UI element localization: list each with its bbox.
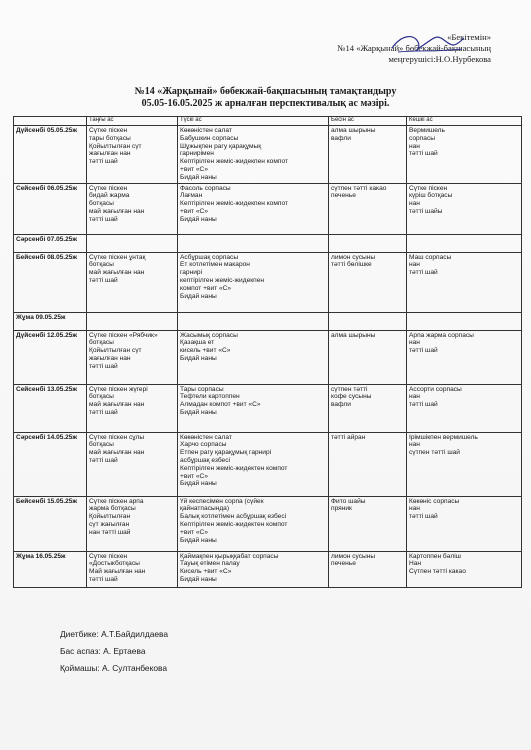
snack-item: вафли (331, 401, 351, 409)
day-cell: Жұма 16.05.25ж (14, 551, 87, 587)
breakfast-item: тәтті шай (89, 158, 118, 166)
dinner-item: сорпасы (409, 134, 435, 142)
lunch-item: Тефтели картоппен (180, 393, 240, 401)
lunch-item: Көкөністен салат (180, 127, 232, 134)
dinner-item: Ірімшікпен вермишель (409, 433, 478, 441)
table-row (14, 384, 522, 432)
lunch-cell (178, 252, 329, 312)
lunch-item: Бидай наны (180, 575, 217, 583)
table-row (14, 551, 522, 587)
lunch-item: Бидай наны (180, 480, 217, 488)
breakfast-cell (87, 432, 178, 496)
lunch-item: Қаймақпен қырыққабат сорпасы (180, 552, 279, 560)
breakfast-cell (87, 234, 178, 252)
lunch-item: кисель +вит «С» (180, 347, 231, 355)
snack-cell (329, 384, 407, 432)
snack-cell (329, 252, 407, 312)
lunch-item: Үй кеспесімен сорпа (сүйек (180, 497, 264, 505)
lunch-item: Кептірілген жеміс-жидектен компот (180, 520, 288, 528)
lunch-cell (178, 551, 329, 587)
snack-item: сүтпен тәтті (331, 385, 368, 393)
day-cell: Дүйсенбі 12.05.25ж (14, 330, 87, 384)
lunch-cell (178, 234, 329, 252)
breakfast-item: ботқасы (89, 200, 114, 208)
dinner-item: Көкөніс сорпасы (409, 497, 460, 505)
breakfast-item: тары ботқасы (89, 134, 131, 142)
snack-cell (329, 126, 407, 184)
lunch-item: кептірілген жеміс-жидекпен (180, 276, 265, 284)
dinner-cell (407, 330, 522, 384)
footer-storekeeper: Қоймашы: А. Султанбекова (60, 663, 168, 673)
dinner-item: Вермишель (409, 127, 445, 134)
lunch-item: компот +вит «С» (180, 284, 232, 292)
lunch-item: Бабушкин сорпасы (180, 134, 239, 142)
lunch-item: Кептірілген жеміс-жидекпен компот (180, 158, 288, 166)
approval-line-1: №14 «Жарқынай» бөбекжай-бақшасының (337, 43, 491, 53)
header-dinner: Кешкі ас (407, 117, 522, 126)
breakfast-item: тәтті шай (89, 408, 118, 416)
breakfast-item: Қойылтылған сүт (89, 142, 142, 150)
lunch-item: Балық котлетімен асбұршақ езбесі (180, 513, 287, 521)
snack-item: печенье (331, 192, 356, 200)
lunch-item: асбұршақ езбесі (180, 456, 230, 464)
dinner-item: сүтпен тәтті шай (409, 449, 460, 457)
dinner-item: Картоппен бәліш (409, 552, 461, 560)
dinner-cell (407, 183, 522, 234)
day-cell: Бейсенбі 08.05.25ж (14, 252, 87, 312)
breakfast-item: жағылған нан (89, 150, 131, 158)
snack-item: тәтті бөлішке (331, 261, 372, 269)
breakfast-cell (87, 126, 178, 184)
footer-dietitian: Диетбике: А.Т.Байдилдаева (60, 629, 169, 639)
dinner-item: Сүтке піскен (409, 184, 448, 192)
breakfast-item: жарма ботқасы (89, 505, 136, 513)
breakfast-item: ботқасы (89, 339, 114, 347)
lunch-item: Кептірілген жеміс-жидектен компот (180, 464, 288, 472)
snack-item: тәтті айран (331, 433, 366, 441)
dinner-item: нан (409, 261, 420, 269)
dinner-item: Арпа жарма сорпасы (409, 331, 474, 339)
table-row (14, 183, 522, 234)
dinner-item: тәтті шай (409, 347, 438, 355)
dinner-item: нан (409, 441, 420, 449)
breakfast-item: май жағылған нан (89, 269, 145, 277)
breakfast-item: Май жағылған нан (89, 568, 146, 576)
breakfast-item: тәтті шай (89, 575, 118, 583)
lunch-item: Бидай наны (180, 408, 217, 416)
breakfast-item: Сүтке піскен сұлы (89, 433, 145, 441)
dinner-item: Нан (409, 560, 422, 568)
breakfast-item: Сүтке піскен (89, 127, 128, 134)
table-row (14, 496, 522, 551)
approval-title: «Бекітемін» (447, 32, 491, 42)
table-row (14, 330, 522, 384)
lunch-item: гарнирі (180, 269, 203, 277)
menu-table-header (14, 117, 522, 126)
lunch-item: Асбұршақ сорпасы (180, 253, 239, 261)
day-cell: Жұма 09.05.25ж (14, 312, 87, 330)
snack-cell (329, 551, 407, 587)
lunch-item: Шұжықпен рагу қарақұмық (180, 142, 262, 150)
breakfast-item: Сүтке піскен (89, 184, 128, 192)
dinner-cell (407, 551, 522, 587)
dinner-cell (407, 126, 522, 184)
breakfast-item: тәтті шай (89, 456, 118, 464)
dinner-item: күріш ботқасы (409, 192, 453, 200)
lunch-item: Көкөністен салат (180, 433, 232, 441)
breakfast-item: Сүтке піскен «Рябчик» (89, 331, 158, 339)
snack-item: сүтпен тәтті какао (331, 184, 387, 192)
dinner-cell (407, 432, 522, 496)
snack-item: алма шырыны (331, 331, 376, 339)
dinner-item: нан (409, 393, 420, 401)
lunch-item: Лағман (180, 192, 203, 200)
breakfast-item: май жағылған нан (89, 449, 145, 457)
lunch-item: Харчо сорпасы (180, 441, 227, 449)
lunch-item: Етпен рагу қарақұмық гарнирі (180, 449, 272, 457)
lunch-item: Алмадан компот +вит «С» (180, 401, 261, 409)
lunch-item: Кисель +вит «С» (180, 568, 232, 576)
breakfast-item: Сүтке піскен арпа (89, 497, 144, 505)
lunch-cell (178, 126, 329, 184)
dinner-item: тәтті шай (409, 150, 438, 158)
lunch-item: Бидай наны (180, 292, 217, 300)
lunch-cell (178, 384, 329, 432)
snack-item: вафли (331, 134, 351, 142)
lunch-item: Кептірілген жеміс-жидекпен компот (180, 200, 288, 208)
day-cell: Сейсенбі 13.05.25ж (14, 384, 87, 432)
snack-item: алма шырыны (331, 127, 376, 134)
lunch-item: Ет котлетімен макарон (180, 261, 250, 269)
header-lunch: Түскі ас (178, 117, 329, 126)
footer-head-cook: Бас аспаз: А. Ертаева (60, 646, 146, 656)
table-row (14, 234, 522, 252)
breakfast-cell (87, 496, 178, 551)
dinner-item: тәтті шай (409, 401, 438, 409)
breakfast-cell (87, 312, 178, 330)
dinner-cell (407, 384, 522, 432)
header-snack: Бесін ас (329, 117, 407, 126)
breakfast-item: бидай жарма (89, 192, 130, 200)
lunch-item: Қазақша ет (180, 339, 215, 347)
lunch-cell (178, 496, 329, 551)
lunch-item: +вит «С» (180, 207, 208, 215)
header-breakfast: Таңғы ас (87, 117, 178, 126)
day-cell: Дүйсенбі 05.05.25ж (14, 126, 87, 184)
breakfast-cell (87, 330, 178, 384)
lunch-item: Жасымық сорпасы (180, 331, 238, 339)
dinner-cell (407, 312, 522, 330)
lunch-item: +вит «С» (180, 472, 208, 480)
dinner-item: нан (409, 200, 420, 208)
snack-cell (329, 496, 407, 551)
breakfast-item: сүт жағылған (89, 520, 130, 528)
dinner-cell (407, 252, 522, 312)
snack-item: лимон сусыны (331, 253, 376, 261)
signature-icon (388, 30, 468, 56)
dinner-item: нан (409, 339, 420, 347)
breakfast-item: Қойылтылған сүт (89, 347, 142, 355)
dinner-item: тәтті шайы (409, 207, 443, 215)
dinner-item: Маш сорпасы (409, 253, 452, 261)
lunch-item: Бидай наны (180, 354, 217, 362)
lunch-item: Фасоль сорпасы (180, 184, 231, 192)
breakfast-item: жағылған нан (89, 354, 131, 362)
breakfast-item: Сүтке піскен жүгері (89, 385, 148, 393)
menu-table (13, 116, 522, 588)
breakfast-item: май жағылған нан (89, 401, 145, 409)
breakfast-cell (87, 384, 178, 432)
dinner-cell (407, 496, 522, 551)
dinner-item: Сүтпен тәтті какао (409, 568, 466, 576)
lunch-item: +вит «С» (180, 528, 208, 536)
breakfast-item: ботқасы (89, 393, 114, 401)
breakfast-item: ботқасы (89, 261, 114, 269)
breakfast-item: ботқасы (89, 441, 114, 449)
breakfast-item: май жағылған нан (89, 207, 145, 215)
approval-line-2: меңгерушісі:Н.О.Нурбекова (388, 54, 491, 64)
dinner-item: Ассорти сорпасы (409, 385, 462, 393)
dinner-item: тәтті шай (409, 513, 438, 521)
snack-cell (329, 330, 407, 384)
snack-cell (329, 432, 407, 496)
day-cell: Сәрсенбі 14.05.25ж (14, 432, 87, 496)
lunch-item: Бидай наны (180, 173, 217, 181)
snack-item: лимон сусыны (331, 552, 376, 560)
lunch-item: +вит «С» (180, 165, 208, 173)
lunch-item: Тауық етімен палау (180, 560, 240, 568)
snack-item: Фито шайы (331, 497, 366, 505)
table-row (14, 312, 522, 330)
breakfast-item: Сүтке піскен ұнтақ (89, 253, 146, 261)
lunch-item: Тары сорпасы (180, 385, 224, 393)
breakfast-item: Сүтке піскен (89, 552, 128, 560)
menu-title-line-1: №14 «Жарқынай» бөбекжай-бақшасының тамақтандыру (134, 86, 397, 97)
table-row (14, 252, 522, 312)
lunch-cell (178, 183, 329, 234)
breakfast-item: тәтті шай (89, 215, 118, 223)
table-row (14, 126, 522, 184)
lunch-item: Бидай наны (180, 215, 217, 223)
snack-item: печенье (331, 560, 356, 568)
day-cell: Бейсенбі 15.05.25ж (14, 496, 87, 551)
snack-item: пряник (331, 505, 352, 513)
breakfast-cell (87, 252, 178, 312)
header-day (14, 117, 87, 126)
breakfast-item: тәтті шай (89, 276, 118, 284)
lunch-cell (178, 312, 329, 330)
day-cell: Сейсенбі 06.05.25ж (14, 183, 87, 234)
day-cell: Сәрсенбі 07.05.25ж (14, 234, 87, 252)
menu-title-line-2: 05.05-16.05.2025 ж арналған перспективалық ас мәзірі. (141, 98, 390, 109)
lunch-item: гарнирімен (180, 150, 214, 158)
breakfast-item: тәтті шай (89, 362, 118, 370)
dinner-cell (407, 234, 522, 252)
breakfast-cell (87, 551, 178, 587)
dinner-item: нан (409, 142, 420, 150)
dinner-item: тәтті шай (409, 269, 438, 277)
table-row (14, 432, 522, 496)
lunch-item: қайнатпасында) (180, 505, 230, 513)
lunch-item: Бидай наны (180, 536, 217, 544)
dinner-item: нан (409, 505, 420, 513)
breakfast-item: нан тәтті шай (89, 528, 131, 536)
lunch-cell (178, 330, 329, 384)
snack-cell (329, 183, 407, 234)
snack-cell (329, 312, 407, 330)
snack-item: кофе сусыны (331, 393, 372, 401)
snack-cell (329, 234, 407, 252)
breakfast-item: Қойылтылған (89, 513, 131, 521)
lunch-cell (178, 432, 329, 496)
breakfast-item: «Достыкботқасы (89, 560, 140, 568)
breakfast-cell (87, 183, 178, 234)
